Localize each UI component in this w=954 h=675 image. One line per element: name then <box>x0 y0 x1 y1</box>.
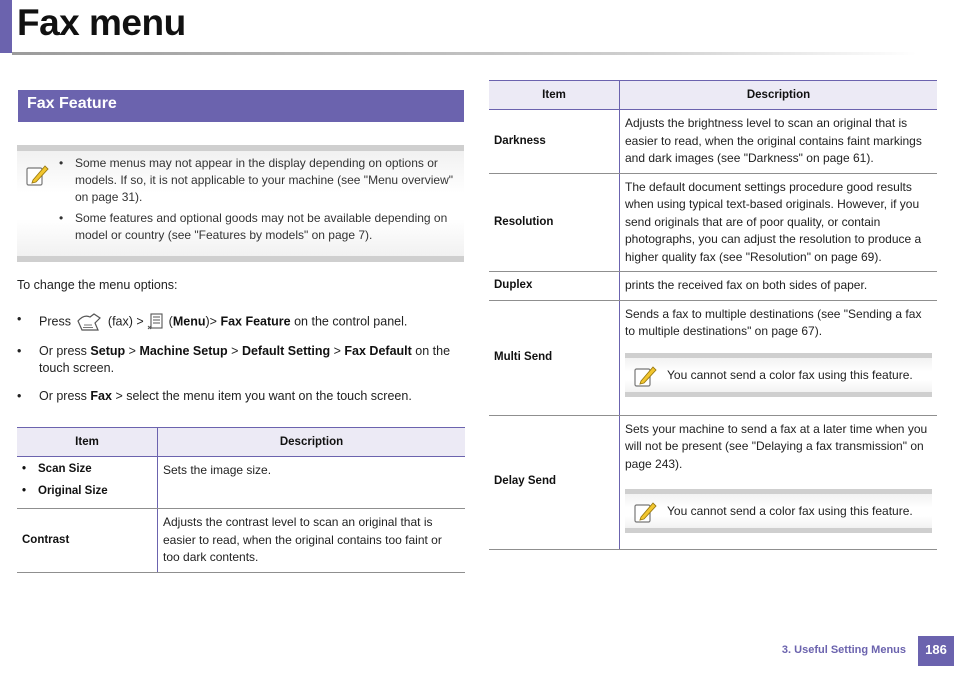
table-row: • Scan Size • Original Size Sets the image size. <box>17 457 465 509</box>
note-item-text: Some features and optional goods may not be available depending on model or country (see "Features by models" on page 7). <box>75 211 448 242</box>
fax-icon <box>74 311 104 333</box>
note-pencil-icon <box>633 364 657 388</box>
note-pencil-icon <box>25 163 49 187</box>
table-row: Darkness Adjusts the brightness level to scan an original that is easier to read, when the original contains faint markings and dark images (see "Darkness" on page 61). <box>489 110 937 174</box>
table-row: Multi Send Sends a fax to multiple destinations (see "Sending a fax to multiple destinations" on page 67). You cannot send a color fax using this feature. <box>489 300 937 415</box>
table-row: Contrast Adjusts the contrast level to scan an original that is easier to read, when the original contains too faint or too dark contents. <box>17 509 465 573</box>
options-table-right <box>489 80 937 550</box>
title-rule <box>12 52 917 55</box>
list-item: • Scan Size <box>22 463 92 476</box>
menu-icon <box>147 312 165 332</box>
menu-label: Menu <box>172 314 206 329</box>
page-title: Fax menu <box>17 2 186 43</box>
table-row: Duplex prints the received fax on both sides of paper. <box>489 272 937 301</box>
list-item: • Original Size <box>22 485 108 498</box>
inline-note-text: You cannot send a color fax using this feature. <box>667 504 913 518</box>
inline-note-text: You cannot send a color fax using this feature. <box>667 367 913 382</box>
intro-text: To change the menu options: <box>17 278 178 292</box>
options-table-left <box>17 427 465 573</box>
header-accent-bar <box>0 0 12 53</box>
step-item: • Or press Fax > select the menu item you want on the touch screen. <box>17 389 412 403</box>
fax-feature-label: Fax Feature <box>220 314 291 329</box>
table-header-row: Item Description <box>489 81 937 110</box>
section-title: Fax Feature <box>27 95 117 112</box>
note-item-text: Some menus may not appear in the display depending on options or models. If so, it is not applicable to your machine (see "Menu overview" on page 31). <box>75 156 454 204</box>
step-item: • Or press Setup > Machine Setup > Default Setting > Fax Default on the touch screen. <box>17 344 451 375</box>
note-item: • Some features and optional goods may not be available depending on model or country (see "Features by models" on page 7). <box>59 210 459 246</box>
page-number: 186 <box>918 636 954 666</box>
inline-note-box <box>625 489 932 533</box>
note-box <box>17 145 464 262</box>
table-row: Delay Send Sets your machine to send a fax at a later time when you will not be present (see "Delaying a fax transmission" on page 243). You cannot send a color fax using this feature. <box>489 415 937 549</box>
inline-note-box <box>625 353 932 397</box>
note-item: • Some menus may not appear in the display depending on options or models. If so, it is not applicable to your machine (see "Menu overview" on page 31). <box>59 155 459 207</box>
table-header-row: Item Description <box>17 428 465 457</box>
step-item: • Press (fax) > (Menu)> Fax Feature on the control panel. <box>17 311 462 335</box>
footer-chapter: 3. Useful Setting Menus <box>781 644 906 656</box>
note-pencil-icon <box>633 500 657 524</box>
table-row: Resolution The default document settings procedure good results when using typical text-based originals. However, if you send originals that are of poor quality, or contain photographs, you can adjust the resolution to produce a higher quality fax (see "Resolution" on page 69). <box>489 173 937 272</box>
